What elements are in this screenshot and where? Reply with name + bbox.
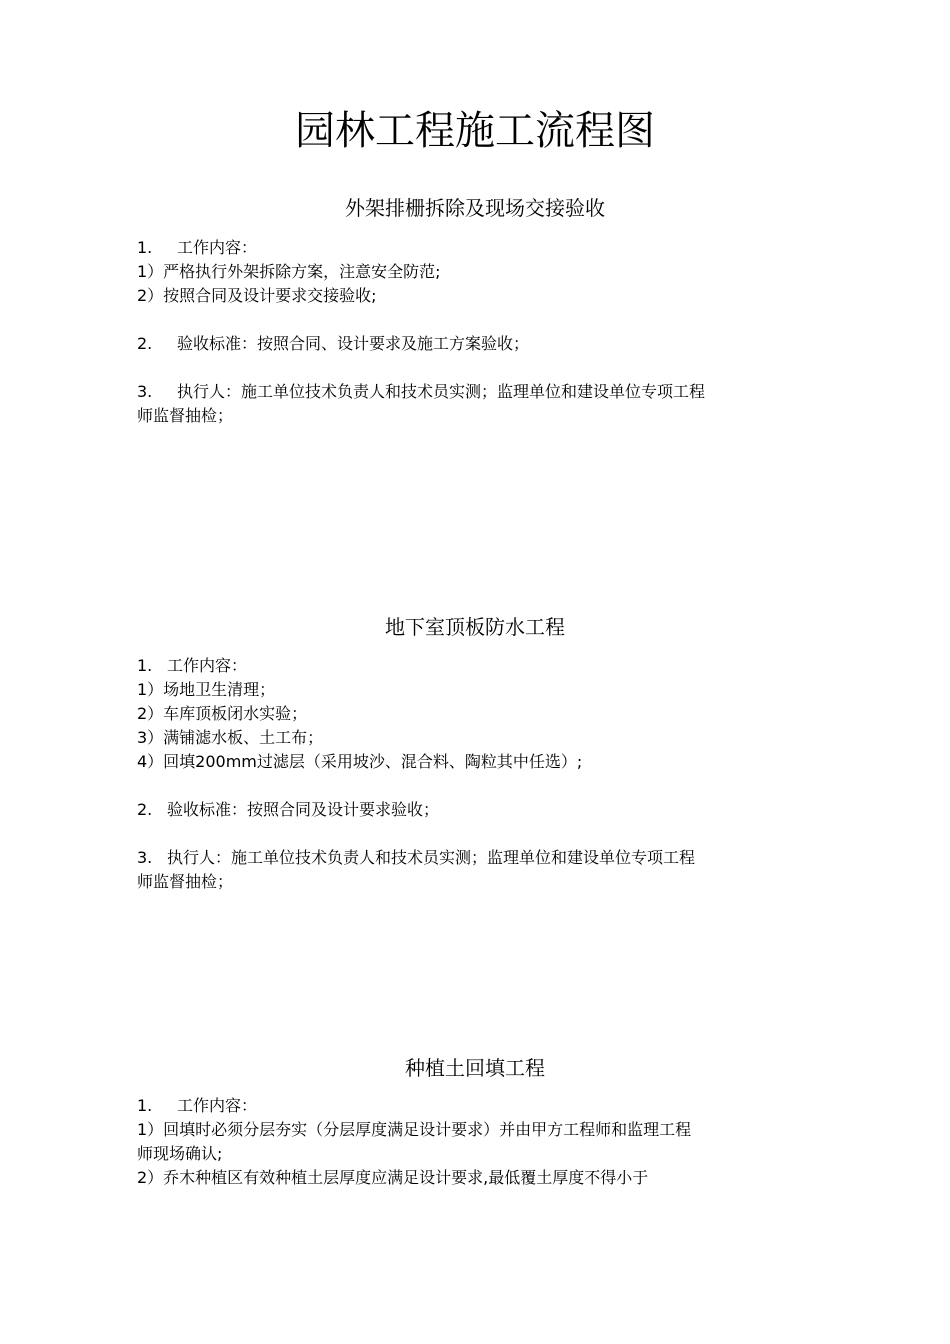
item-number: 1. <box>137 656 153 675</box>
item-number: 2. <box>137 334 153 353</box>
work-content-heading <box>137 236 817 260</box>
content-line: 4）回填200mm过滤层（采用坡沙、混合料、陶粒其中任选）; <box>137 752 583 771</box>
content-line: 2）车库顶板闭水实验； <box>137 704 308 723</box>
work-content-heading <box>137 1094 817 1118</box>
executor <box>137 846 817 870</box>
section-heading-scaffold-removal: 外架排栅拆除及现场交接验收 <box>345 196 605 220</box>
item-number: 1. <box>137 1096 153 1115</box>
item-label: 工作内容： <box>167 656 248 675</box>
acceptance-standard <box>137 332 817 356</box>
item-number: 3. <box>137 382 153 401</box>
item-text: 执行人：施工单位技术负责人和技术员实测；监理单位和建设单位专项工程 <box>177 382 706 401</box>
content-line: 师现场确认; <box>137 1144 223 1163</box>
section-heading-planting-soil-backfill: 种植土回填工程 <box>405 1056 545 1080</box>
item-number: 3. <box>137 848 153 867</box>
content-line: 1）回填时必须分层夯实（分层厚度满足设计要求）并由甲方工程师和监理工程 <box>137 1120 692 1139</box>
content-line: 2）乔木种植区有效种植土层厚度应满足设计要求,最低覆土厚度不得小于 <box>137 1168 649 1187</box>
content-line: 1）场地卫生清理； <box>137 680 276 699</box>
content-line: 2）按照合同及设计要求交接验收; <box>137 286 377 305</box>
item-text: 验收标准：按照合同及设计要求验收； <box>167 800 440 819</box>
executor-continued: 师监督抽检； <box>137 872 234 891</box>
item-text: 验收标准：按照合同、设计要求及施工方案验收； <box>177 334 530 353</box>
item-number: 1. <box>137 238 153 257</box>
content-line: 1）严格执行外架拆除方案，注意安全防范; <box>137 262 441 281</box>
section-heading-basement-waterproofing: 地下室顶板防水工程 <box>385 615 565 639</box>
executor-continued: 师监督抽检； <box>137 406 234 425</box>
document-title: 园林工程施工流程图 <box>295 108 655 154</box>
item-text: 执行人：施工单位技术负责人和技术员实测；监理单位和建设单位专项工程 <box>167 848 696 867</box>
work-content-heading <box>137 654 817 678</box>
item-label: 工作内容： <box>177 1096 258 1115</box>
item-label: 工作内容： <box>177 238 258 257</box>
item-number: 2. <box>137 800 153 819</box>
executor <box>137 380 817 404</box>
content-line: 3）满铺滤水板、土工布； <box>137 728 324 747</box>
acceptance-standard <box>137 798 817 822</box>
